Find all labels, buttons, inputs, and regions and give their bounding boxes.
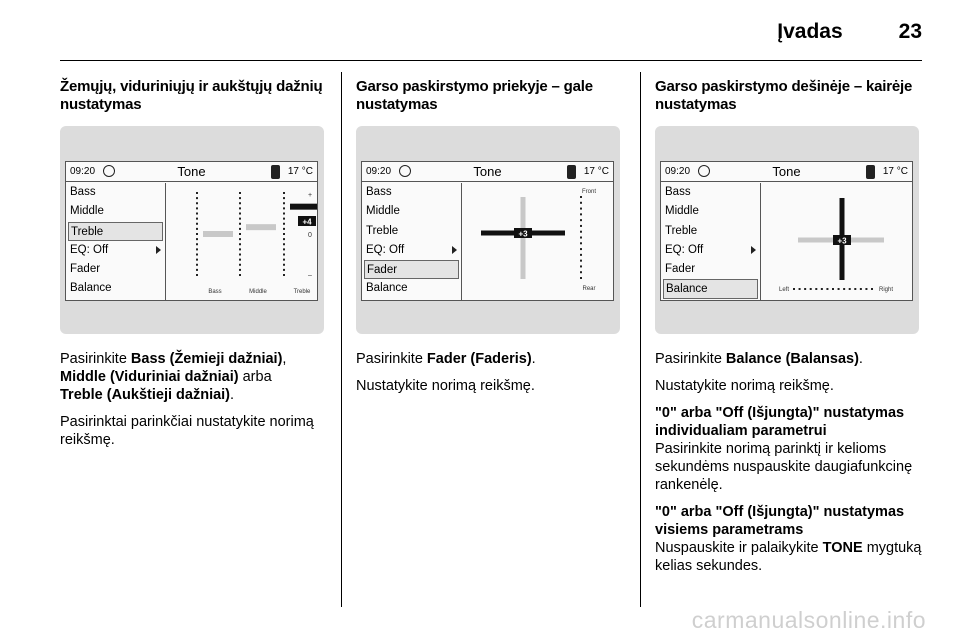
scale-dot [580, 248, 582, 250]
scale-dot [580, 225, 582, 227]
scale-dot [196, 197, 198, 199]
caption [60, 350, 328, 449]
clock-time: 09:20 [70, 166, 96, 177]
instruction-paragraph: Nustatykite norimą reikšmę. [356, 378, 535, 394]
scale-dot [283, 233, 285, 235]
scale-dot [580, 208, 582, 210]
scale-dot [239, 269, 241, 271]
instruction-paragraph: Pasirinkite norimą parinktį ir kelioms sekundėms nuspauskite daugiafunkcinę rankenėlę. [655, 441, 913, 493]
instruction-paragraph: Nustatykite norimą reikšmę. [655, 378, 834, 394]
column-divider [341, 72, 342, 607]
scale-dot [239, 274, 241, 276]
scale-dot [849, 288, 851, 290]
scale-dot [196, 233, 198, 235]
scale-dot [860, 288, 862, 290]
scale-dot [826, 288, 828, 290]
menu-item: Fader [364, 260, 459, 279]
tone-graphic [762, 183, 912, 300]
scale-dot [580, 196, 582, 198]
scale-dot [283, 238, 285, 240]
scale-dot [580, 277, 582, 279]
menu-item: Bass [665, 186, 691, 198]
scale-dot [283, 269, 285, 271]
screen-status-bar [661, 162, 912, 182]
scale-dot [283, 264, 285, 266]
scale-dot [239, 213, 241, 215]
temperature: 17 °C [882, 166, 908, 177]
scale-dot [196, 269, 198, 271]
scale-dot [239, 202, 241, 204]
scale-dot [239, 192, 241, 194]
tone-screen [361, 161, 614, 301]
scale-dot [283, 197, 285, 199]
scale-dot [283, 202, 285, 204]
thermometer-icon [271, 165, 280, 179]
scale-minus: – [308, 272, 312, 279]
menu-item: Balance [70, 282, 112, 295]
scale-dot [239, 243, 241, 245]
tone-menu [66, 183, 166, 300]
scale-dot [283, 228, 285, 230]
scale-dot [239, 207, 241, 209]
watermark: carmanualsonline.info [691, 607, 926, 633]
menu-item: Treble [665, 224, 698, 237]
instruction-paragraph: Pasirinkite Bass (Žemieji dažniai), Middle (Viduriniai dažniai) arba Treble (Aukštieji dažniai). [60, 351, 287, 403]
scale-dot [843, 288, 845, 290]
scale-dot [196, 218, 198, 220]
scale-dot [821, 288, 823, 290]
menu-item: Balance [663, 279, 758, 298]
scale-dot [283, 248, 285, 250]
scale-dot [283, 218, 285, 220]
section-heading: Garso paskirstymo priekyje – gale nustatymas [356, 78, 593, 113]
instruction-paragraph: Pasirinktai parinkčiai nustatykite norimą reikšmę. [60, 414, 314, 448]
scale-dot [804, 288, 806, 290]
menu-item: Fader [70, 263, 101, 276]
scale-dot [580, 202, 582, 204]
eq-level-bar [203, 231, 233, 237]
menu-item: EQ: Off [66, 241, 165, 260]
scale-dot [196, 192, 198, 194]
scale-dot [283, 192, 285, 194]
menu-item: Treble [366, 224, 399, 237]
right-label: Right [878, 287, 894, 293]
screen-title: Tone [473, 164, 502, 179]
scale-dot [810, 288, 812, 290]
menu-item: Middle [665, 205, 699, 218]
screen-title: Tone [772, 164, 801, 179]
clock-time: 09:20 [665, 166, 691, 177]
eq-level-bar [246, 224, 276, 230]
menu-item: Middle [70, 205, 104, 218]
scale-dot [239, 223, 241, 225]
chevron-right-icon [751, 246, 756, 254]
menu-item: Middle [366, 205, 400, 218]
scale-dot [580, 237, 582, 239]
subheading: "0" arba "Off (Išjungta)" nustatymas visiems parametrams [655, 504, 905, 538]
scale-dot [838, 288, 840, 290]
scale-dot [239, 254, 241, 256]
caption [356, 350, 624, 395]
scale-dot [196, 259, 198, 261]
menu-item: Bass [70, 186, 96, 198]
section-heading: Garso paskirstymo dešinėje – kairėje nustatymas [655, 78, 913, 113]
scale-dot [196, 202, 198, 204]
instruction-paragraph: Pasirinkite Fader (Faderis). [356, 351, 536, 367]
temperature: 17 °C [287, 166, 313, 177]
display-screenshot [655, 126, 919, 334]
menu-item: EQ: Off [661, 241, 760, 260]
menu-item: Bass [366, 186, 392, 198]
header-rule [60, 60, 922, 61]
scale-dot [239, 233, 241, 235]
column-divider [640, 72, 641, 607]
eq-level-bar [290, 204, 317, 210]
scale-dot [580, 265, 582, 267]
tone-menu [661, 183, 761, 300]
scale-zero: 0 [308, 232, 312, 239]
eq-band-label: Middle [249, 289, 267, 295]
scale-dot [580, 271, 582, 273]
scale-dot [580, 242, 582, 244]
scale-dot [239, 259, 241, 261]
menu-item: EQ: Off [362, 241, 461, 260]
column-fader [356, 78, 624, 404]
tone-graphic-svg [167, 183, 317, 300]
instruction-paragraph: Nuspauskite ir palaikykite TONE mygtuką kelias sekundes. [655, 540, 922, 574]
scale-dot [239, 228, 241, 230]
menu-item: Balance [366, 282, 408, 295]
chevron-right-icon [452, 246, 457, 254]
menu-item: Treble [68, 222, 163, 241]
menu-item: Fader [665, 263, 696, 276]
thermometer-icon [866, 165, 875, 179]
tone-menu [362, 183, 462, 300]
value-label: +4 [302, 217, 312, 227]
scale-dot [832, 288, 834, 290]
scale-dot [283, 259, 285, 261]
scale-dot [239, 197, 241, 199]
scale-dot [793, 288, 795, 290]
rear-label: Rear [582, 286, 596, 292]
scale-dot [283, 274, 285, 276]
column-balance [655, 78, 923, 584]
scale-dot [871, 288, 873, 290]
scale-dot [815, 288, 817, 290]
scale-dot [196, 213, 198, 215]
scale-dot [283, 254, 285, 256]
display-screenshot [356, 126, 620, 334]
scale-plus: + [307, 192, 313, 199]
scale-dot [580, 254, 582, 256]
scale-dot [196, 207, 198, 209]
tone-screen [660, 161, 913, 301]
scale-dot [865, 288, 867, 290]
caption [655, 350, 923, 575]
scale-dot [580, 219, 582, 221]
column-eq [60, 78, 328, 458]
scale-dot [239, 238, 241, 240]
tone-graphic [463, 183, 613, 300]
scale-dot [239, 264, 241, 266]
scale-dot [283, 223, 285, 225]
scale-dot [283, 213, 285, 215]
scale-dot [799, 288, 801, 290]
scale-dot [196, 254, 198, 256]
eq-band-label: Bass [208, 289, 222, 295]
scale-dot [196, 274, 198, 276]
section-heading: Žemųjų, viduriniųjų ir aukštųjų dažnių nustatymas [60, 78, 323, 113]
scale-dot [196, 223, 198, 225]
scale-dot [580, 231, 582, 233]
scale-dot [196, 243, 198, 245]
subheading: "0" arba "Off (Išjungta)" nustatymas individualiam parametrui [655, 405, 905, 439]
scale-dot [239, 248, 241, 250]
scale-dot [196, 228, 198, 230]
tone-graphic [167, 183, 317, 300]
scale-dot [580, 213, 582, 215]
screen-status-bar [66, 162, 317, 182]
instruction-paragraph: Pasirinkite Balance (Balansas). [655, 351, 863, 367]
display-screenshot [60, 126, 324, 334]
scale-dot [283, 207, 285, 209]
page-title: Įvadas [777, 20, 843, 43]
chevron-right-icon [156, 246, 161, 254]
temperature: 17 °C [583, 166, 609, 177]
screen-status-bar [362, 162, 613, 182]
scale-dot [196, 238, 198, 240]
left-label: Left [778, 287, 790, 293]
scale-dot [854, 288, 856, 290]
page-header [777, 20, 922, 44]
scale-dot [283, 243, 285, 245]
tone-graphic-svg [762, 183, 912, 300]
tone-graphic-svg [463, 183, 613, 300]
front-label: Front [581, 189, 597, 195]
scale-dot [580, 260, 582, 262]
tone-screen [65, 161, 318, 301]
eq-band-label: Treble [293, 289, 311, 295]
scale-dot [196, 248, 198, 250]
page-number: 23 [898, 20, 922, 43]
clock-time: 09:20 [366, 166, 392, 177]
value-label: +3 [837, 236, 847, 246]
value-label: +3 [518, 229, 528, 239]
scale-dot [196, 264, 198, 266]
thermometer-icon [567, 165, 576, 179]
screen-title: Tone [177, 164, 206, 179]
scale-dot [239, 218, 241, 220]
